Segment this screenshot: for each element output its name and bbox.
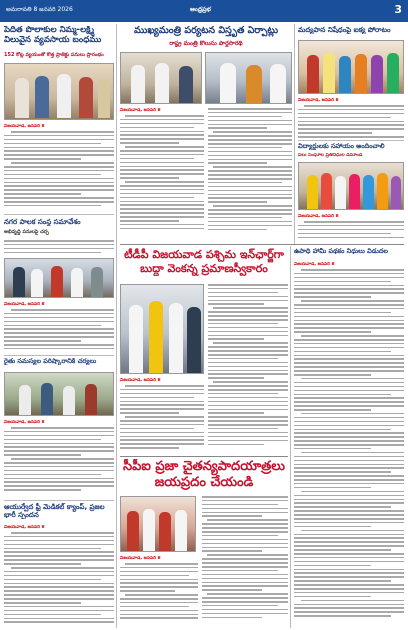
story5-headline: ఉపాధి హామీ పథకం నిధులు విడుదల	[294, 248, 389, 255]
section-rule	[298, 140, 404, 141]
section-rule	[4, 214, 114, 215]
story3-headline: మద్యపాన నిషేధంపై ఐక్య పోరాటం	[298, 26, 391, 34]
story7-photo	[4, 258, 114, 298]
masthead-bar	[0, 0, 408, 22]
story8-body	[4, 420, 114, 498]
story9-dateline: విజయవాడ, జనవరి 8	[120, 556, 161, 561]
story1-headline: పెదిత పొలాకుల నిమ్మ-లక్ష్మీ విలువైన వ్యవసాయ బంధము	[4, 26, 102, 45]
edition-date: అమరావతి 8 జనవరి 2026	[6, 6, 73, 13]
story4-subheadline: పలు సంఘాల ప్రతినిధుల డిమాండ్	[298, 153, 363, 158]
page-number: 3	[394, 3, 402, 16]
column-rule	[294, 24, 295, 244]
story9-body-col1	[120, 556, 198, 626]
story9-headline: సీపీఐ ప్రజా చైతన్యపాదయాత్రలు జయప్రదం చేయండి	[123, 459, 285, 490]
story2-dateline: విజయవాడ, జనవరి 8	[120, 108, 161, 113]
story8-photo	[4, 372, 114, 416]
story4-dateline: విజయవాడ, జనవరి 8	[298, 214, 339, 219]
column-rule	[290, 246, 291, 628]
section-rule	[120, 244, 404, 245]
section-rule	[4, 355, 114, 356]
story5-dateline: విజయవాడ, జనవరి 8	[294, 262, 335, 267]
story3-dateline: విజయవాడ, జనవరి 8	[298, 98, 339, 103]
story1-body	[4, 124, 114, 212]
column-rule	[116, 24, 117, 628]
story6-body-col2	[208, 284, 288, 454]
story2-subheadline: రాష్ట్ర మంత్రి కొలుసు పార్థసారథి	[169, 40, 243, 47]
story10-headline: ఆయుర్వేద ఫ్రీ మెడికల్ క్యాంప్, ప్రజల భారీ స్పందన	[4, 503, 105, 520]
story2-photo-1	[120, 52, 202, 104]
story9-photo	[120, 496, 196, 552]
section-rule	[120, 456, 288, 457]
story10-body	[4, 525, 114, 627]
story8-dateline: విజయవాడ, జనవరి 8	[4, 420, 45, 425]
story2-body-col2	[208, 108, 292, 238]
story2-photo-2	[205, 52, 292, 104]
story3-photo	[298, 40, 404, 94]
story7-dateline: విజయవాడ, జనవరి 8	[4, 302, 45, 307]
story7-headline: నగర పాలక సంస్థ సమావేశం	[4, 218, 81, 226]
story6-dateline: విజయవాడ, జనవరి 8	[120, 378, 161, 383]
story6-body-col1	[120, 378, 204, 454]
story6-photo	[120, 284, 204, 374]
story2-body-col1	[120, 108, 204, 238]
story4-headline: విద్యార్థులకు సహాయం అందించాలి	[298, 143, 385, 150]
story2-headline: ముఖ్యమంత్రి పర్యటన విస్తృత ఏర్పాట్లు	[133, 26, 278, 36]
story4-photo	[298, 162, 404, 210]
story6-headline: టీడీపీ విజయవాడ పశ్చిమ ఇన్‌ఛార్జ్‌గా బుద్దా వెంకన్న ప్రమాణస్వీకారం	[124, 248, 284, 275]
section-rule	[4, 500, 114, 501]
story1-photo	[4, 63, 114, 120]
story1-dateline: విజయవాడ, జనవరి 8	[4, 124, 45, 129]
story8-headline: రైతు సమస్యల పరిష్కారానికి చర్యలు	[4, 358, 97, 365]
story5-body	[294, 262, 404, 626]
story9-body-col2	[202, 496, 288, 626]
story3-body	[298, 98, 404, 138]
story1-subheadline: 152 కోట్ల వ్యయంతో కొత్త ప్రాజెక్టు పనులు ప్రారంభం	[4, 52, 104, 58]
paper-name: ఆంధ్రప్రభ	[190, 6, 211, 13]
story7-subheadline: అభివృద్ధి పనులపై చర్చ	[4, 229, 49, 235]
story7-body	[4, 240, 114, 258]
story10-dateline: విజయవాడ, జనవరి 8	[4, 525, 45, 530]
story7-body-2	[4, 302, 114, 354]
story4-body	[298, 214, 404, 244]
